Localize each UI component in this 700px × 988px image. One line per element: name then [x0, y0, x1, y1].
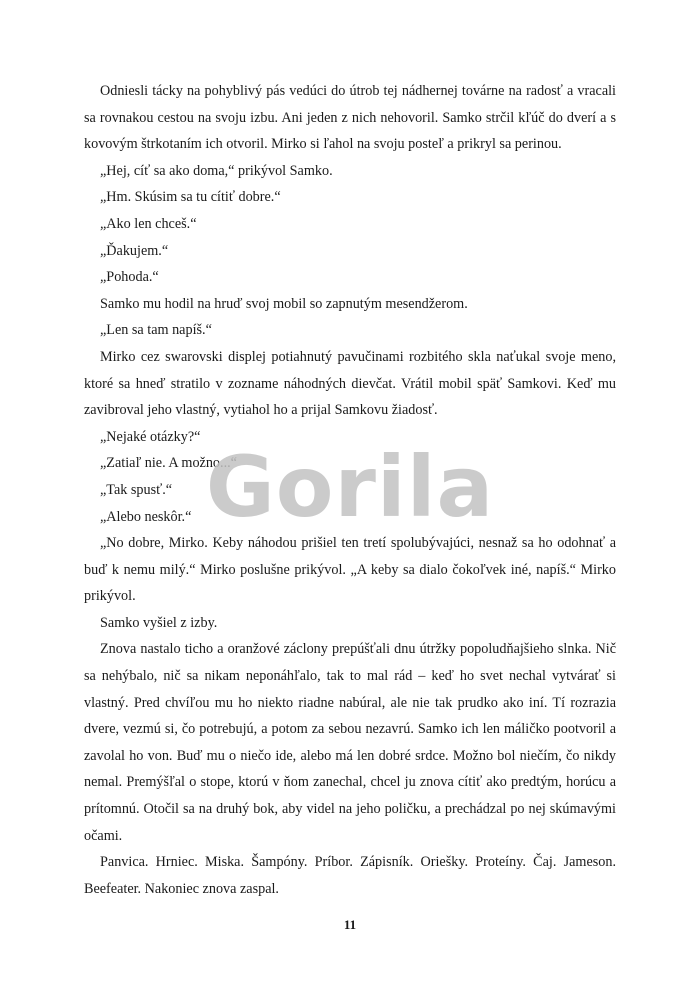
paragraph: Znova nastalo ticho a oranžové záclony prepúšťali dnu útržky popoludňajšieho slnka. Nič sa nehýbalo, nič sa nikam neponáhľalo, tak to mal rád – keď ho svet nechal vytvárať si vlastný. Pred chvíľou mu ho niekto riadne nabúral, ale nie tak prudko ako iní. Tí rozrazia dvere, vezmú si, čo potrebujú, a potom za sebou nezavrú. Samko ich len máličko pootvoril a zavolal ho von. Buď mu o niečo ide, alebo má len dobré srdce. Možno bol niečím, čo nikdy nemal. Premýšľal o stope, ktorú v ňom zanechal, chcel ju znova cítiť ako predtým, horúcu a prítomnú. Otočil sa na druhý bok, aby videl na jeho poličku, a prechádzal po nej skúmavými očami.: [84, 641, 616, 844]
paragraph: „Hej, cíť sa ako doma,“ prikývol Samko.: [100, 162, 333, 179]
paragraph: Panvica. Hrniec. Miska. Šampóny. Príbor. Zápisník. Oriešky. Proteíny. Čaj. Jameson. Beefeater. Nakoniec znova zaspal.: [84, 854, 616, 897]
paragraph: „Len sa tam napíš.“: [100, 322, 212, 339]
paragraph: „Pohoda.“: [100, 269, 159, 286]
paragraph: „Ako len chceš.“: [100, 215, 197, 232]
paragraph: „Zatiaľ nie. A možno...“: [100, 455, 237, 472]
paragraph: „Nejaké otázky?“: [100, 428, 201, 445]
paragraph: Samko vyšiel z izby.: [100, 614, 218, 631]
paragraph: „Hm. Skúsim sa tu cítiť dobre.“: [100, 189, 281, 206]
paragraph: Mirko cez swarovski displej potiahnutý pavučinami rozbitého skla naťukal svoje meno, ktoré sa hneď stratilo v zozname náhodných dievčat. Vrátil mobil späť Samkovi. Keď mu zavibroval jeho vlastný, vytiahol ho a prijal Samkovu žiadosť.: [84, 348, 616, 419]
paragraph: „No dobre, Mirko. Keby náhodou prišiel ten tretí spolubývajúci, nesnaž sa ho odohnať a buď k nemu milý.“ Mirko poslušne prikývol. „A keby sa dialo čokoľvek iné, napíš.“ Mirko prikývol.: [84, 535, 616, 605]
page-number: 11: [343, 917, 357, 932]
paragraph: Samko mu hodil na hruď svoj mobil so zapnutým mesendžerom.: [100, 295, 468, 312]
paragraph: „Alebo neskôr.“: [100, 508, 192, 525]
paragraph: Odniesli tácky na pohyblivý pás vedúci do útrob tej nádhernej továrne na radosť a vracali sa rovnakou cestou na svoju izbu. Ani jeden z nich nehovoril. Samko strčil kľúč do dverí a s kovovým štrkotaním ich otvoril. Mirko si ľahol na svoju posteľ a prikryl sa perinou.: [84, 83, 616, 153]
paragraph: „Tak spusť.“: [100, 481, 173, 498]
watermark-logo: Gorila: [205, 438, 495, 536]
paragraph: „Ďakujem.“: [100, 242, 169, 259]
page-body: [84, 78, 616, 902]
